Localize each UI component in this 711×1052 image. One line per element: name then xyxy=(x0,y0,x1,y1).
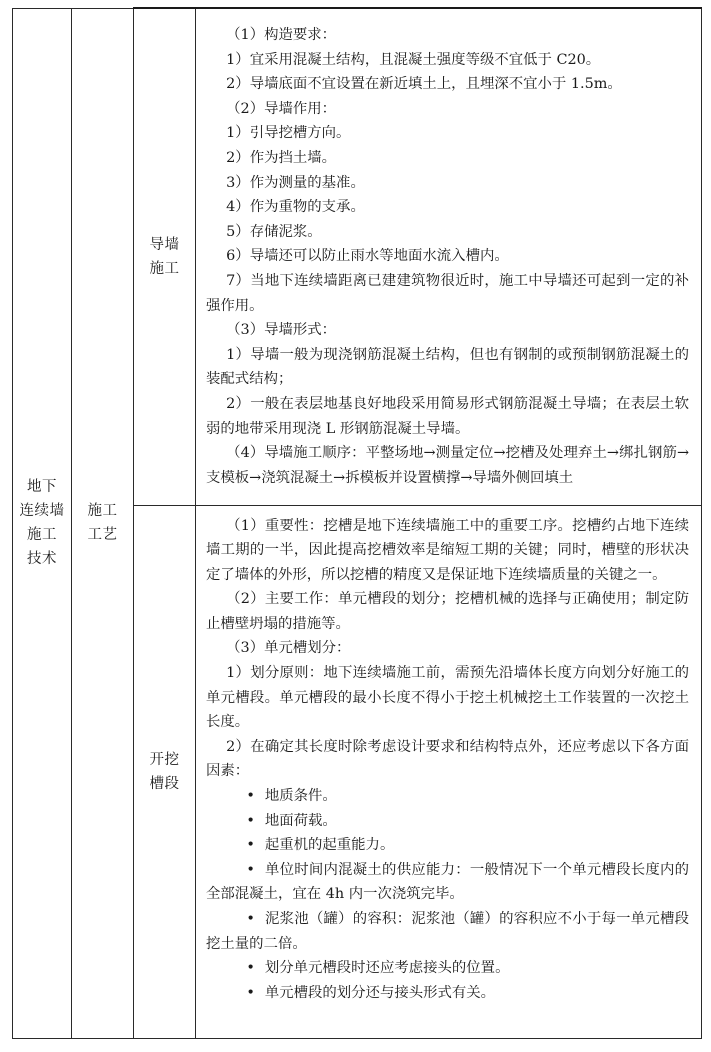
bullet-text: 起重机的起重能力。 xyxy=(264,837,395,854)
category-cell xyxy=(13,8,72,1039)
content-line: 5）存储泥浆。 xyxy=(226,223,322,240)
subcategory-label: 施工 xyxy=(87,503,118,520)
bullet-icon: • xyxy=(246,984,255,1001)
bullet-icon: • xyxy=(246,837,255,854)
bullet-item xyxy=(206,858,689,907)
bullet-icon: • xyxy=(246,911,255,927)
content-line: 4）作为重物的支承。 xyxy=(226,199,365,216)
section-content xyxy=(196,505,702,1039)
content-line: 1）导墙一般为现浇钢筋混凝土结构，但也有钢制的或预制钢筋混凝土的装配式结构； xyxy=(206,346,689,388)
content-line: 6）导墙还可以防止雨水等地面水流入槽内。 xyxy=(226,248,509,265)
content-line: （2）主要工作：单元槽段的划分；挖槽机械的选择与正确使用；制定防止槽壁坍塌的措施等。 xyxy=(206,591,689,632)
section-content xyxy=(196,8,702,505)
category-label: 技术 xyxy=(27,551,57,568)
bullet-item xyxy=(206,907,689,956)
bullet-icon: • xyxy=(246,788,255,805)
bullet-item xyxy=(206,784,689,809)
content-line: （3）单元槽划分： xyxy=(226,640,351,657)
bullet-item xyxy=(206,956,689,981)
bullet-icon: • xyxy=(246,861,255,878)
content-line: 2）作为挡土墙。 xyxy=(226,149,337,166)
content-line: （1）重要性：挖槽是地下连续墙施工中的重要工序。挖槽约占地下连续墙工期的一半，因此提高挖槽效率是缩短工期的关键；同时，槽壁的形状决定了墙体的外形，所以挖槽的精度又是保证地下连续墙质量的关键之一。 xyxy=(206,517,689,583)
category-label: 连续墙 xyxy=(19,503,65,520)
content-line: （2）导墙作用： xyxy=(226,100,337,117)
bullet-item xyxy=(206,981,689,1006)
section-label: 导墙 xyxy=(149,236,180,253)
bullet-text: 泥浆池（罐）的容积：泥浆池（罐）的容积应不小于每一单元槽段挖土量的二倍。 xyxy=(206,911,689,952)
section-label-cell xyxy=(134,505,196,1039)
section-label: 开挖 xyxy=(149,751,180,768)
bullet-text: 地质条件。 xyxy=(264,788,337,805)
content-line: （4）导墙施工顺序：平整场地→测量定位→挖槽及处理弃土→绑扎钢筋→支模板→浇筑混凝土→拆模板并设置横撑→导墙外侧回填土 xyxy=(206,445,689,486)
content-table xyxy=(12,7,702,1039)
content-line: 3）作为测量的基准。 xyxy=(226,174,365,191)
subcategory-cell xyxy=(72,8,134,1039)
section-label-cell xyxy=(134,8,196,505)
subcategory-label: 工艺 xyxy=(87,527,118,544)
content-line: 2）在确定其长度时除考虑设计要求和结构特点外，还应考虑以下各方面因素： xyxy=(206,738,689,780)
content-line: 1）划分原则：地下连续墙施工前，需预先沿墙体长度方向划分好施工的单元槽段。单元槽段的最小长度不得小于挖土机械挖土工作装置的一次挖土长度。 xyxy=(206,665,689,731)
bullet-text: 单元槽段的划分还与接头形式有关。 xyxy=(264,984,496,1001)
content-line: （3）导墙形式： xyxy=(226,322,337,339)
content-line: 2）导墙底面不宜设置在新近填土上，且埋深不宜小于 1.5m。 xyxy=(226,76,622,93)
bullet-text: 单位时间内混凝土的供应能力：一般情况下一个单元槽段长度内的全部混凝土，宜在 4h 内一次浇筑完毕。 xyxy=(206,861,689,903)
content-line: 7）当地下连续墙距离已建建筑物很近时，施工中导墙还可起到一定的补强作用。 xyxy=(206,272,689,314)
category-label: 施工 xyxy=(27,527,57,544)
bullet-icon: • xyxy=(246,960,255,977)
bullet-text: 地面荷载。 xyxy=(264,812,337,829)
bullet-icon: • xyxy=(246,812,255,829)
bullet-item xyxy=(206,833,689,858)
bullet-item xyxy=(206,809,689,834)
content-line: 1）引导挖槽方向。 xyxy=(226,125,351,142)
bullet-text: 划分单元槽段时还应考虑接头的位置。 xyxy=(264,960,510,977)
category-label: 地下 xyxy=(27,479,57,496)
section-label: 施工 xyxy=(149,260,180,277)
content-line: 2）一般在表层地基良好地段采用简易形式钢筋混凝土导墙；在表层土软弱的地带采用现浇 L 形钢筋混凝土导墙。 xyxy=(206,395,689,437)
content-line: 1）宜采用混凝土结构，且混凝土强度等级不宜低于 C20。 xyxy=(226,51,601,68)
section-label: 槽段 xyxy=(149,775,180,792)
content-line: （1）构造要求： xyxy=(226,27,337,43)
